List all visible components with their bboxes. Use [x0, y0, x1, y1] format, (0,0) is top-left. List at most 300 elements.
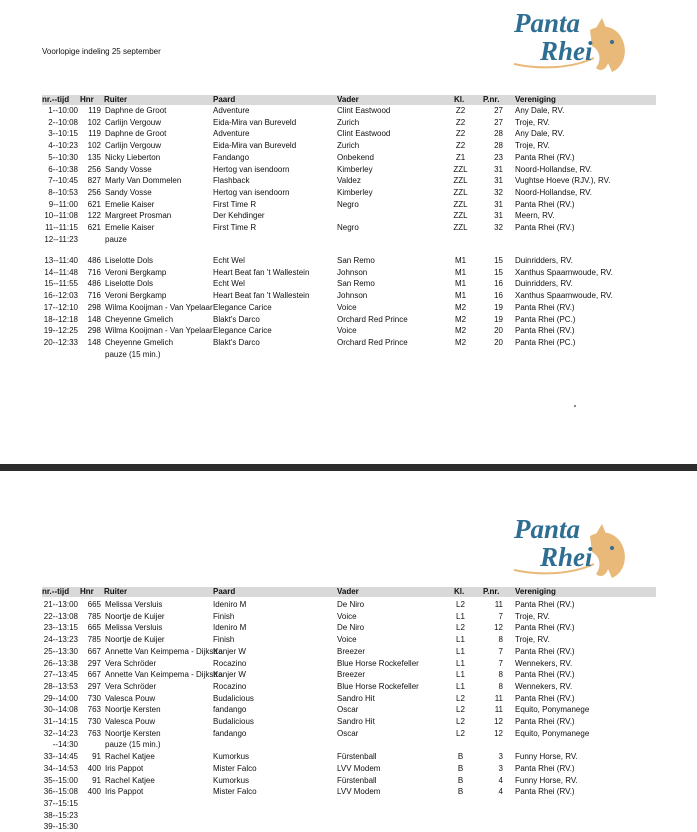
cell-paard: Kanjer W [213, 670, 246, 680]
table-row [0, 106, 697, 116]
cell-pnr: 15 [494, 256, 503, 265]
cell-vereniging: Meern, RV. [515, 211, 555, 221]
header-vader: Vader [337, 95, 359, 104]
cell-vader: Fürstenball [337, 752, 377, 762]
cell-paard: Budalicious [213, 693, 254, 703]
cell-nr: 37--15:15 [43, 798, 78, 808]
cell-hnr: 621 [87, 223, 101, 232]
cell-vader: Voice [337, 611, 357, 621]
cell-pnr: 4 [498, 775, 503, 785]
cell-vader: Negro [337, 223, 359, 232]
cell-hnr: 486 [87, 279, 101, 289]
cell-paard: Elegance Carice [213, 326, 272, 336]
cell-ruiter: Liselotte Dols [105, 279, 154, 289]
cell-vereniging: Troje, RV. [515, 635, 550, 645]
cell-vader: Oscar [337, 705, 359, 715]
cell-hnr: 298 [87, 302, 101, 312]
cell-paard: First Time R [213, 223, 257, 232]
table-row [0, 338, 697, 348]
logo-line-1: Panta [514, 514, 581, 544]
header-nr: nr.--tijd [42, 587, 70, 596]
cell-ruiter: Cheyenne Gmelich [105, 337, 174, 347]
cell-vereniging: Duinridders, RV. [515, 279, 573, 289]
panta-rhei-logo [512, 8, 632, 78]
cell-vereniging: Panta Rhei (PC.) [515, 337, 576, 347]
cell-hnr: 400 [87, 763, 101, 773]
table-row [0, 600, 697, 610]
cell-vereniging: Wennekers, RV. [515, 681, 573, 691]
pause-note: pauze (15 min.) [105, 350, 161, 359]
cell-vader: Onbekend [337, 152, 374, 162]
cell-nr: 36--15:08 [43, 787, 78, 797]
cell-paard: Adventure [213, 129, 250, 139]
cell-kl: L1 [456, 681, 465, 691]
cell-vereniging: Panta Rhei (RV.) [515, 223, 575, 232]
cell-ruiter: Emelie Kaiser [105, 199, 155, 209]
header-pnr: P.nr. [483, 95, 500, 104]
cell-pnr: 12 [494, 623, 503, 633]
cell-hnr: 298 [87, 326, 101, 336]
cell-kl: L2 [456, 693, 465, 703]
cell-paard: Kanjer W [213, 646, 246, 656]
table-row [0, 153, 697, 163]
table-row [0, 752, 697, 762]
cell-nr: 18--12:18 [43, 314, 78, 324]
table-header [42, 95, 656, 105]
cell-vader: Zurich [337, 141, 360, 151]
cell-nr: --14:30 [52, 740, 78, 750]
cell-vader: Johnson [337, 267, 368, 277]
cell-paard: Kumorkus [213, 752, 250, 762]
cell-hnr: 148 [87, 337, 101, 347]
cell-vereniging: Panta Rhei (RV.) [515, 646, 575, 656]
cell-hnr: 665 [87, 600, 101, 609]
cell-vader: LVV Modem [337, 763, 381, 773]
table-row [0, 799, 697, 809]
cell-paard: Kumorkus [213, 775, 250, 785]
table-row [0, 211, 697, 221]
cell-kl: M1 [454, 267, 467, 277]
header-vereniging: Vereniging [515, 587, 556, 596]
cell-ruiter: Sandy Vosse [105, 187, 152, 197]
cell-nr: 23--13:15 [43, 623, 78, 633]
table-row [0, 776, 697, 786]
cell-vereniging: Panta Rhei (RV.) [515, 623, 575, 633]
table-header [42, 587, 656, 597]
cell-ruiter: Veroni Bergkamp [105, 291, 167, 301]
cell-paard: Mister Falco [213, 787, 257, 797]
cell-vereniging: Panta Rhei (PC.) [515, 314, 576, 324]
cell-vader: San Remo [337, 279, 375, 289]
cell-vader: Zurich [337, 117, 360, 127]
table-row [0, 740, 697, 750]
cell-vader: Sandro Hit [337, 693, 375, 703]
cell-hnr: 486 [87, 256, 101, 265]
cell-ruiter: Noortje Kersten [105, 728, 161, 738]
cell-vereniging: Panta Rhei (RV.) [515, 693, 575, 703]
cell-vereniging: Panta Rhei (RV.) [515, 326, 575, 336]
table-row [0, 717, 697, 727]
cell-pnr: 12 [494, 728, 503, 738]
cell-vader: De Niro [337, 600, 365, 609]
cell-vader: LVV Modem [337, 787, 381, 797]
cell-vereniging: Xanthus Spaarnwoude, RV. [515, 267, 613, 277]
document-page-2 [0, 471, 697, 832]
table-row [0, 811, 697, 821]
header-kl: Kl. [454, 95, 465, 104]
cell-nr: 13--11:40 [44, 256, 78, 265]
cell-hnr: 716 [87, 267, 101, 277]
cell-vereniging: Panta Rhei (RV.) [515, 302, 575, 312]
table-row [0, 165, 697, 175]
cell-vereniging: Panta Rhei (RV.) [515, 670, 575, 680]
table-row [0, 635, 697, 645]
cell-kl: M1 [454, 291, 467, 301]
cell-ruiter: Valesca Pouw [105, 693, 156, 703]
cell-nr: 11--11:15 [44, 223, 78, 232]
cell-pnr: 16 [494, 279, 503, 289]
panta-rhei-logo [512, 514, 632, 584]
cell-vereniging: Noord-Hollandse, RV. [515, 187, 592, 197]
logo-line-2: Rhei [540, 542, 593, 572]
cell-nr: 5--10:30 [48, 152, 78, 162]
cell-nr: 12--11:23 [44, 234, 78, 244]
cell-nr: 27--13:45 [43, 670, 78, 680]
cell-kl: ZZL [453, 199, 468, 209]
cell-ruiter: Sandy Vosse [105, 164, 152, 174]
cell-nr: 7--10:45 [48, 176, 78, 186]
logo-line-1: Panta [514, 8, 581, 38]
cell-hnr: 119 [88, 129, 101, 139]
cell-ruiter: Vera Schröder [105, 658, 157, 668]
page-mark [574, 405, 576, 407]
cell-paard: Hertog van isendoorn [213, 164, 290, 174]
cell-ruiter: Melissa Versluis [105, 623, 163, 633]
cell-vader: Voice [337, 302, 357, 312]
cell-ruiter: Annette Van Keimpema - Dijkstra [105, 646, 223, 656]
table-row [0, 200, 697, 210]
header-hnr: Hnr [80, 587, 94, 596]
cell-kl: L2 [456, 600, 465, 609]
table-row [0, 612, 697, 622]
table-row [0, 141, 697, 151]
cell-pnr: 27 [494, 106, 503, 115]
cell-vader: Fürstenball [337, 775, 377, 785]
cell-pnr: 19 [494, 314, 503, 324]
cell-nr: 29--14:00 [43, 693, 78, 703]
cell-kl: Z2 [455, 106, 466, 115]
cell-nr: 34--14:53 [43, 763, 78, 773]
table-row [0, 822, 697, 832]
cell-nr: 14--11:48 [44, 267, 78, 277]
cell-pnr: 7 [498, 658, 503, 668]
cell-vereniging: Troje, RV. [515, 117, 550, 127]
cell-hnr: 763 [87, 728, 101, 738]
cell-ruiter: Marly Van Dommelen [105, 176, 182, 186]
cell-vereniging: Xanthus Spaarnwoude, RV. [515, 291, 613, 301]
cell-kl: Z1 [455, 152, 466, 162]
cell-hnr: 716 [87, 291, 101, 301]
cell-nr: 25--13:30 [43, 646, 78, 656]
cell-kl: B [457, 752, 464, 762]
cell-ruiter: Iris Pappot [105, 763, 144, 773]
cell-hnr: 400 [87, 787, 101, 797]
cell-vader: Voice [337, 635, 357, 645]
cell-vader: De Niro [337, 623, 365, 633]
cell-kl: L1 [456, 635, 465, 645]
table-row [0, 118, 697, 128]
table-row [0, 303, 697, 313]
table-row [0, 315, 697, 325]
cell-vereniging: Wennekers, RV. [515, 658, 573, 668]
cell-pnr: 16 [494, 291, 503, 301]
cell-hnr: 297 [87, 658, 101, 668]
cell-vader: Oscar [337, 728, 359, 738]
cell-pnr: 12 [494, 717, 503, 726]
cell-kl: L1 [456, 658, 465, 668]
cell-kl: Z2 [455, 129, 466, 139]
header-kl: Kl. [454, 587, 465, 596]
cell-vader: Blue Horse Rockefeller [337, 658, 419, 668]
cell-hnr: 763 [87, 705, 101, 715]
cell-pnr: 11 [494, 705, 503, 715]
cell-pnr: 19 [494, 302, 503, 312]
cell-paard: Finish [213, 611, 235, 621]
cell-nr: 38--15:23 [43, 810, 78, 820]
cell-pnr: 31 [494, 199, 503, 209]
cell-paard: Blakt's Darco [213, 314, 260, 324]
cell-kl: M2 [454, 302, 467, 312]
cell-paard: Rocazino [213, 658, 247, 668]
cell-ruiter: Noortje de Kuijer [105, 635, 165, 645]
cell-kl: ZZL [453, 176, 468, 186]
cell-vereniging: Troje, RV. [515, 611, 550, 621]
cell-ruiter: Rachel Katjee [105, 752, 155, 762]
header-nr: nr.--tijd [42, 95, 70, 104]
cell-pnr: 7 [498, 611, 503, 621]
table-row [0, 129, 697, 139]
cell-paard: Heart Beat fan 't Wallestein [213, 291, 310, 301]
cell-hnr: 665 [87, 623, 101, 633]
cell-nr: 1--10:00 [48, 106, 78, 115]
cell-hnr: 119 [88, 106, 101, 115]
logo-line-2: Rhei [540, 36, 593, 66]
cell-vader: San Remo [337, 256, 375, 265]
cell-hnr: 667 [87, 646, 101, 656]
table-row [0, 326, 697, 336]
cell-hnr: 297 [87, 681, 101, 691]
table-row [0, 647, 697, 657]
table-row [0, 256, 697, 266]
cell-pnr: 31 [494, 176, 503, 186]
cell-nr: 32--14:23 [43, 728, 78, 738]
cell-paard: fandango [213, 728, 247, 738]
cell-kl: ZZL [453, 164, 468, 174]
cell-vader: Valdez [337, 176, 361, 186]
cell-hnr: 102 [87, 141, 101, 151]
cell-paard: fandango [213, 705, 247, 715]
page-separator [0, 464, 697, 471]
cell-pnr: 4 [498, 787, 503, 797]
cell-vader: Orchard Red Prince [337, 314, 408, 324]
cell-vereniging: Funny Horse, RV. [515, 752, 578, 762]
cell-ruiter: Daphne de Groot [105, 106, 167, 115]
cell-vader: Negro [337, 199, 359, 209]
cell-ruiter: Margreet Prosman [105, 211, 172, 221]
cell-kl: ZZL [453, 223, 468, 232]
cell-kl: B [457, 763, 464, 773]
cell-hnr: 667 [87, 670, 101, 680]
cell-pnr: 11 [494, 600, 503, 609]
cell-ruiter: Veroni Bergkamp [105, 267, 167, 277]
table-row [0, 291, 697, 301]
cell-pnr: 31 [494, 211, 503, 221]
cell-nr: 15--11:55 [44, 279, 78, 289]
table-row [0, 279, 697, 289]
table-row [0, 787, 697, 797]
cell-kl: L1 [456, 646, 465, 656]
cell-kl: L2 [456, 728, 465, 738]
cell-ruiter: Noortje Kersten [105, 705, 161, 715]
cell-pnr: 20 [494, 337, 503, 347]
cell-paard: Rocazino [213, 681, 247, 691]
cell-vader: Johnson [337, 291, 368, 301]
cell-vader: Kimberley [337, 187, 373, 197]
table-row [0, 223, 697, 233]
cell-vereniging: Duinridders, RV. [515, 256, 573, 265]
cell-kl: Z2 [455, 117, 466, 127]
header-pnr: P.nr. [483, 587, 500, 596]
cell-ruiter: Nicky Lieberton [105, 152, 161, 162]
cell-vereniging: Equito, Ponymanege [515, 705, 590, 715]
cell-paard: Heart Beat fan 't Wallestein [213, 267, 310, 277]
cell-kl: L2 [456, 623, 465, 633]
cell-ruiter: Cheyenne Gmelich [105, 314, 174, 324]
cell-paard: First Time R [213, 199, 257, 209]
cell-nr: 31--14:15 [43, 717, 78, 726]
cell-vereniging: Equito, Ponymanege [515, 728, 590, 738]
cell-hnr: 621 [87, 199, 101, 209]
cell-nr: 20--12:33 [43, 337, 78, 347]
cell-pnr: 20 [494, 326, 503, 336]
table-row [0, 764, 697, 774]
cell-vader: Sandro Hit [337, 717, 375, 726]
cell-nr: 33--14:45 [43, 752, 78, 762]
cell-vader: Orchard Red Prince [337, 337, 408, 347]
cell-ruiter: Iris Pappot [105, 787, 144, 797]
cell-pnr: 3 [498, 752, 503, 762]
table-row [0, 176, 697, 186]
cell-paard: Elegance Carice [213, 302, 272, 312]
cell-hnr: 91 [92, 752, 101, 762]
cell-kl: L1 [456, 670, 465, 680]
cell-paard: Eida-Mira van Bureveld [213, 117, 297, 127]
cell-pnr: 11 [494, 693, 503, 703]
cell-vader: Breezer [337, 670, 366, 680]
cell-ruiter: Annette Van Keimpema - Dijkstra [105, 670, 223, 680]
cell-vereniging: Troje, RV. [515, 141, 550, 151]
page-subtitle: Voorlopige indeling 25 september [42, 47, 161, 56]
cell-nr: 22--13:08 [43, 611, 78, 621]
cell-ruiter: Noortje de Kuijer [105, 611, 165, 621]
table-row [0, 705, 697, 715]
cell-nr: 10--11:08 [44, 211, 78, 221]
cell-nr: 26--13:38 [43, 658, 78, 668]
cell-pnr: 8 [498, 670, 503, 680]
cell-ruiter: Wilma Kooijman - Van Ypelaar [105, 302, 213, 312]
cell-ruiter: Wilma Kooijman - Van Ypelaar [105, 326, 213, 336]
cell-ruiter: pauze [105, 234, 127, 244]
table-row [0, 682, 697, 692]
cell-paard: Flashback [213, 176, 250, 186]
header-hnr: Hnr [80, 95, 94, 104]
cell-ruiter: Liselotte Dols [105, 256, 154, 265]
header-vader: Vader [337, 587, 359, 596]
cell-pnr: 8 [498, 681, 503, 691]
cell-kl: Z2 [455, 141, 466, 151]
cell-hnr: 256 [87, 164, 101, 174]
cell-nr: 24--13:23 [43, 635, 78, 645]
cell-paard: Echt Wel [213, 279, 245, 289]
cell-hnr: 827 [87, 176, 101, 186]
cell-paard: Adventure [213, 106, 250, 115]
cell-nr: 17--12:10 [43, 302, 78, 312]
cell-hnr: 148 [87, 314, 101, 324]
cell-vereniging: Panta Rhei (RV.) [515, 787, 575, 797]
cell-vader: Clint Eastwood [337, 106, 391, 115]
cell-paard: Ideniro M [213, 600, 247, 609]
cell-nr: 35--15:00 [43, 775, 78, 785]
cell-nr: 28--13:53 [43, 681, 78, 691]
header-paard: Paard [213, 587, 236, 596]
cell-hnr: 730 [87, 693, 101, 703]
cell-vereniging: Panta Rhei (RV.) [515, 152, 575, 162]
table-row [0, 670, 697, 680]
cell-vader: Kimberley [337, 164, 373, 174]
cell-kl: M2 [454, 337, 467, 347]
cell-kl: L2 [456, 717, 465, 726]
cell-hnr: 785 [87, 635, 101, 645]
cell-pnr: 7 [498, 646, 503, 656]
cell-vereniging: Panta Rhei (RV.) [515, 199, 575, 209]
cell-paard: Mister Falco [213, 763, 257, 773]
cell-hnr: 730 [87, 717, 101, 726]
cell-vereniging: Panta Rhei (RV.) [515, 717, 575, 726]
cell-nr: 21--13:00 [43, 600, 78, 609]
cell-nr: 3--10:15 [48, 129, 78, 139]
cell-nr: 6--10:38 [48, 164, 78, 174]
cell-vereniging: Vughtse Hoeve (RJV.), RV. [515, 176, 611, 186]
cell-ruiter: Daphne de Groot [105, 129, 167, 139]
cell-ruiter: Valesca Pouw [105, 717, 156, 726]
cell-paard: Budalicious [213, 717, 254, 726]
cell-ruiter: Vera Schröder [105, 681, 157, 691]
cell-kl: ZZL [453, 187, 468, 197]
cell-hnr: 102 [87, 117, 101, 127]
cell-nr: 2--10:08 [48, 117, 78, 127]
cell-hnr: 256 [87, 187, 101, 197]
header-ruiter: Ruiter [104, 95, 128, 104]
cell-ruiter: Emelie Kaiser [105, 223, 155, 232]
cell-pnr: 32 [494, 223, 503, 232]
cell-hnr: 785 [87, 611, 101, 621]
cell-ruiter: Rachel Katjee [105, 775, 155, 785]
cell-vader: Blue Horse Rockefeller [337, 681, 419, 691]
cell-paard: Der Kehdinger [213, 211, 265, 221]
cell-hnr: 135 [87, 152, 101, 162]
table-row [0, 729, 697, 739]
cell-paard: Finish [213, 635, 235, 645]
